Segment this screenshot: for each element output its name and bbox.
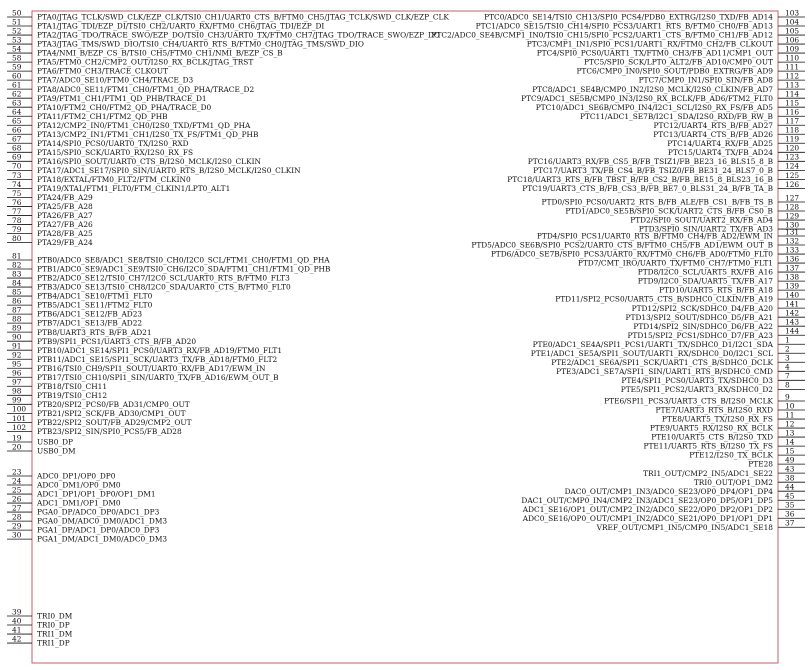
pin-number: 41	[12, 625, 22, 635]
pin-label: PTA26/FB_A27	[37, 211, 93, 221]
pin-number: 58	[12, 53, 22, 63]
pin-label: PTB9/SPI1_PCS1/UART3_CTS_B/FB_AD20	[37, 336, 197, 346]
pin-number: 40	[12, 616, 22, 626]
pin-number: 139	[785, 281, 800, 291]
pin-label: PTE11/UART5_RTS_B/I2S0_TX_FS	[643, 441, 773, 451]
pin-number: 92	[12, 350, 22, 360]
pin-number: 104	[785, 17, 800, 27]
pin-label: PTD8/I2C0_SCL/UART5_RX/FB_A16	[637, 267, 773, 277]
pin-label: ADC0_DP1/OP0_DP0	[37, 471, 116, 481]
pin-label: PTB4/ADC1_SE10/FTM1_FLT0	[37, 291, 153, 301]
pin-number: 95	[12, 359, 22, 369]
pin-label: PTA12/CMP2_IN0/FTM1_CH0/I2S0_TXD/FTM1_QD_PHA	[37, 120, 251, 130]
pin-label: PTC4/SPI0_PCS0/UART1_TX/FTM0_CH3/FB_AD11/CMP1_OUT	[536, 48, 773, 58]
pin-label: PTC0/ADC0_SE14/TSI0_CH13/SPI0_PCS4/PDB0_EXTRG/I2S0_TXD/FB_AD14	[484, 12, 773, 22]
pin-label: PTD6/ADC0_SE7B/SPI0_PCS3/UART0_RX/FTM0_CH6/FB_AD0/FTM0_FLT0	[490, 249, 773, 259]
pin-number: 106	[785, 35, 800, 45]
pin-label: PTC19/UART3_CTS_B/FB_CS3_B/FB_BE7_0_BLS31_24_B/FB_TA_B	[522, 183, 773, 193]
pin-label: PGA1_DP/ADC1_DP0/ADC0_DP3	[37, 525, 160, 535]
pin-number: 14	[785, 437, 795, 447]
pin-label: PTB23/SPI2_SIN/SPI0_PCS5/FB_AD28	[37, 426, 182, 436]
pin-label: PTB3/ADC0_SE13/TSI0_CH8/I2C0_SDA/UART0_CTS_B/FTM0_FLT0	[37, 282, 291, 292]
pin-number: 117	[785, 116, 800, 126]
pin-number: 62	[12, 89, 22, 99]
pin-number: 114	[785, 89, 800, 99]
pin-label: PTA10/FTM2_CH0/FTM2_QD_PHA/TRACE_D0	[37, 102, 212, 112]
pin-number: 96	[12, 368, 22, 378]
pin-number: 7	[785, 371, 790, 381]
pin-number: 125	[785, 170, 800, 180]
pin-label: PTE28	[748, 459, 773, 469]
pin-label: PTC14/UART4_RX/FB_AD25	[667, 138, 773, 148]
pin-number: 142	[785, 308, 800, 318]
pin-number: 63	[12, 98, 22, 108]
pin-number: 36	[785, 509, 795, 519]
pin-number: 75	[12, 188, 22, 198]
pin-label: PTA9/FTM1_CH1/FTM1_QD_PHB/TRACE_D1	[37, 93, 207, 103]
pin-label: PTC1/ADC0_SE15/TSI0_CH14/SPI0_PCS3/UART1_RTS_B/FTM0_CH0/FB_AD13	[475, 21, 773, 31]
pin-number: 52	[12, 26, 22, 36]
pin-label: PTA11/FTM2_CH1/FTM2_QD_PHB	[37, 111, 168, 121]
pin-label: PTD3/SPI0_SIN/UART2_TX/FB_AD3	[638, 224, 773, 234]
pin-number: 101	[12, 413, 27, 423]
pin-number: 90	[12, 332, 22, 342]
pin-number: 11	[785, 410, 795, 420]
pin-number: 144	[785, 326, 800, 336]
pin-number: 19	[12, 433, 22, 443]
pin-label: PTD2/SPI0_SOUT/UART2_RX/FB_AD4	[630, 215, 773, 225]
pin-label: TRI0_DM	[37, 611, 73, 621]
pin-number: 100	[12, 404, 27, 414]
pin-number: 44	[785, 482, 795, 492]
pin-label: DAC1_OUT/CMP0_IN4/CMP2_IN3/ADC1_SE23/OP0_DP5/OP1_DP5	[521, 495, 773, 505]
pin-label: PTB19/TSI0_CH12	[37, 390, 108, 400]
pin-label: PTB22/SPI2_SOUT/FB_AD29/CMP2_OUT	[37, 417, 192, 427]
pin-label: PTA24/FB_A29	[37, 193, 93, 202]
pin-label: PTA5/FTM0_CH2/CMP2_OUT/I2S0_RX_BCLK/JTAG_TRST	[37, 57, 254, 67]
pin-number: 133	[785, 245, 800, 255]
pin-number: 88	[12, 314, 22, 324]
pin-number: 124	[785, 161, 800, 171]
pin-number: 89	[12, 323, 22, 333]
pin-label: PTA17/ADC1_SE17/SPI0_SIN/UART0_RTS_B/I2S0_MCLK/I2S0_CLKIN	[37, 165, 301, 175]
pin-number: 143	[785, 317, 800, 327]
pin-label: PTA14/SPI0_PCS0/UART0_TX/I2S0_RXD	[37, 138, 189, 148]
pin-number: 4	[785, 362, 790, 372]
pin-label: PTD11/SPI2_PCS0/UART5_CTS_B/SDHC0_CLKIN/FB_A19	[555, 294, 773, 304]
pin-number: 38	[785, 473, 795, 483]
pin-number: 27	[12, 503, 22, 513]
pin-label: PTB7/ADC1_SE13/FB_AD22	[37, 318, 143, 328]
pin-label: PTC12/UART4_RTS_B/FB_AD27	[653, 120, 773, 130]
pin-label: PTA18/EXTAL/FTM0_FLT2/FTM_CLKIN0	[37, 174, 191, 184]
pin-label: VREF_OUT/CMP1_IN5/CMP0_IN5/ADC1_SE18	[596, 522, 773, 532]
pin-number: 79	[12, 224, 22, 234]
pin-label: PTD1/ADC0_SE5B/SPI0_SCK/UART2_CTS_B/FB_CS0_B	[565, 206, 773, 216]
pin-label: PTA0/JTAG_TCLK/SWD_CLK/EZP_CLK/TSI0_CH1/UART0_CTS_B/FTM0_CH5/JTAG_TCLK/SWD_CLK/EZP_CLK	[37, 12, 449, 22]
pin-label: TRI1_DM	[37, 629, 73, 639]
pin-number: 74	[12, 179, 22, 189]
pin-label: PTE9/UART5_RX/I2S0_RX_BCLK	[649, 423, 773, 433]
pin-number: 26	[12, 494, 22, 504]
pin-label: PTC3/CMP1_IN1/SPI0_PCS1/UART1_RX/FTM0_CH2/FB_CLKOUT	[526, 39, 773, 49]
pin-label: PTB21/SPI2_SCK/FB_AD30/CMP1_OUT	[37, 408, 186, 418]
pin-number: 127	[785, 193, 800, 203]
pin-number: 102	[12, 422, 27, 432]
pin-label: PTD7/CMT_IRO/UART0_TX/FTM0_CH7/FTM0_FLT1	[577, 258, 773, 268]
pin-label: PTB2/ADC0_SE12/TSI0_CH7/I2C0_SCL/UART0_RTS_B/FTM0_FLT3	[37, 273, 290, 283]
pin-label: PTD12/SPI2_SCK/SDHC0_D4/FB_A20	[631, 303, 773, 313]
pin-number: 116	[785, 107, 800, 117]
pin-number: 98	[12, 386, 22, 396]
pin-number: 12	[785, 419, 795, 429]
pin-label: PTA16/SPI0_SOUT/UART0_CTS_B/I2S0_MCLK/I2S0_CLKIN	[37, 156, 261, 166]
pin-number: 137	[785, 263, 800, 273]
pin-number: 45	[785, 491, 795, 501]
pin-label: PTB8/UART3_RTS_B/FB_AD21	[37, 327, 152, 337]
pin-number: 50	[12, 8, 22, 18]
pin-number: 130	[785, 220, 800, 230]
pin-label: PTA19/XTAL/FTM1_FLT0/FTM_CLKIN1/LPT0_ALT1	[37, 183, 231, 193]
pin-label: PTC7/CMP0_IN1/SPI0_SIN/FB_AD8	[638, 75, 773, 85]
pin-label: PTD5/ADC0_SE6B/SPI0_PCS2/UART0_CTS_B/FTM0_CH5/FB_AD1/EWM_OUT_B	[471, 240, 773, 250]
pin-label: PTA27/FB_A26	[37, 220, 93, 230]
pin-label: PTD10/UART5_RTS_B/FB_A18	[659, 285, 773, 295]
pin-label: PTC18/UART3_RTS_B/FB_TBST_B/FB_CS2_B/FB_BE15_8_BLS23_16_B	[507, 174, 773, 184]
pin-label: PTD9/I2C0_SDA/UART5_TX/FB_A17	[637, 276, 773, 286]
pin-label: TRI0_OUT/OP1_DM2	[693, 477, 773, 487]
pin-number: 64	[12, 107, 22, 117]
pin-number: 120	[785, 143, 800, 153]
pin-number: 105	[785, 26, 800, 36]
left-pin	[7, 8, 449, 21]
pin-number: 138	[785, 272, 800, 282]
pin-number: 110	[785, 53, 800, 63]
pin-number: 43	[785, 464, 795, 474]
pin-label: PTA4/NMI_B/EZP_CS_B/TSI0_CH5/FTM0_CH1/NMI_B/EZP_CS_B	[37, 48, 283, 58]
pin-number: 69	[12, 152, 22, 162]
pin-label: PTA13/CMP2_IN1/FTM1_CH1/I2S0_TX_FS/FTM1_QD_PHB	[37, 129, 259, 139]
pin-label: PTA8/ADC0_SE11/FTM1_CH0/FTM1_QD_PHA/TRACE_D2	[37, 84, 255, 94]
pin-label: PTE2/ADC1_SE6A/SPI1_SCK/UART1_CTS_B/SDHC0_DCLK	[551, 357, 773, 367]
pin-number: 9	[785, 392, 790, 402]
pin-label: PTC13/UART4_CTS_B/FB_AD26	[653, 129, 773, 139]
pin-number: 97	[12, 377, 22, 387]
pin-label: PTC8/ADC1_SE4B/CMP0_IN2/I2S0_MCLK/I2S0_CLKIN/FB_AD7	[532, 84, 773, 94]
pin-number: 129	[785, 211, 800, 221]
pin-label: PTA1/JTAG_TDI/EZP_DI/TSI0_CH2/UART0_RX/FTM0_CH6/JTAG_TDI/EZP_DI	[37, 21, 325, 31]
pin-number: 119	[785, 134, 800, 144]
pin-number: 126	[785, 179, 800, 189]
pin-label: PTC2/ADC0_SE4B/CMP1_IN0/TSI0_CH15/SPI0_PCS2/UART1_CTS_B/FTM0_CH1/FB_AD12	[431, 30, 773, 40]
pin-label: PTC15/UART4_TX/FB_AD24	[667, 147, 773, 157]
pin-label: TRI0_DP	[37, 620, 70, 630]
pin-number: 70	[12, 161, 22, 171]
pin-number: 61	[12, 80, 22, 90]
pin-label: PGA0_DM/ADC0_DM0/ADC1_DM3	[37, 516, 168, 526]
pin-label: PTB10/ADC1_SE14/SPI1_PCS0/UART3_RX/FB_AD19/FTM0_FLT1	[37, 345, 283, 355]
pin-number: 30	[12, 530, 22, 540]
pin-number: 25	[12, 485, 22, 495]
pin-label: PTC10/ADC1_SE6B/CMP0_IN4/I2C1_SCL/I2S0_RX_FS/FB_AD5	[535, 102, 773, 112]
pin-number: 118	[785, 125, 800, 135]
pin-number: 99	[12, 395, 22, 405]
pin-number: 78	[12, 215, 22, 225]
pin-number: 49	[785, 455, 795, 465]
pin-number: 128	[785, 202, 800, 212]
pin-number: 83	[12, 269, 22, 279]
pin-label: PGA0_DP/ADC0_DP0/ADC1_DP3	[37, 507, 160, 517]
pin-number: 65	[12, 116, 22, 126]
pin-number: 13	[785, 428, 795, 438]
pin-label: PTC9/ADC1_SE5B/CMP0_IN3/I2S0_RX_BCLK/FB_AD6/FTM2_FLT0	[521, 93, 773, 103]
pin-number: 123	[785, 152, 800, 162]
pin-number: 20	[12, 442, 22, 452]
pin-label: TRI1_DP	[37, 638, 70, 648]
pin-number: 54	[12, 44, 22, 54]
pin-number: 113	[785, 80, 800, 90]
pin-number: 77	[12, 206, 22, 216]
pin-label: PTA7/ADC0_SE10/FTM0_CH4/TRACE_D3	[37, 75, 194, 85]
pin-label: PTD0/SPI0_PCS0/UART2_RTS_B/FB_ALE/FB_CS1_B/FB_TS_B	[541, 197, 773, 207]
pin-label: PTB6/ADC1_SE12/FB_AD23	[37, 309, 143, 319]
pin-label: PTA15/SPI0_SCK/UART0_RX/I2S0_RX_FS	[37, 147, 194, 157]
pin-label: PTC5/SPI0_SCK/LPT0_ALT2/FB_AD10/CMP0_OUT	[583, 57, 773, 67]
pin-number: 140	[785, 290, 800, 300]
pin-number: 68	[12, 143, 22, 153]
pin-label: PTB20/SPI2_PCS0/FB_AD31/CMP0_OUT	[37, 399, 190, 409]
pin-number: 91	[12, 341, 22, 351]
pin-label: PTE6/SPI1_PCS3/UART3_CTS_B/I2S0_MCLK	[604, 396, 773, 406]
pin-number: 84	[12, 278, 22, 288]
pin-label: PTC17/UART3_TX/FB_CS4_B/FB_TSIZ0/FB_BE31_24_BLS7_0_B	[533, 165, 773, 175]
pin-number: 85	[12, 287, 22, 297]
pin-label: ADC0_SE16/OP0_OUT/CMP1_IN2/ADC0_SE21/OP0_DP1/OP1_DP1	[522, 513, 773, 523]
pin-label: PTA29/FB_A24	[37, 238, 93, 248]
pin-label: PTC11/ADC1_SE7B/I2C1_SDA/I2S0_RXD/FB_RW_B	[579, 111, 773, 121]
pin-label: PTE12/I2S0_TX_BCLK	[689, 450, 773, 460]
pin-number: 35	[785, 500, 795, 510]
pin-label: PTD13/SPI2_SOUT/SDHC0_D5/FB_A21	[625, 312, 773, 322]
pin-number: 66	[12, 125, 22, 135]
pin-number: 60	[12, 71, 22, 81]
pin-number: 10	[785, 401, 795, 411]
pin-number: 29	[12, 521, 22, 531]
pin-label: PTD15/SPI2_PCS1/SDHC0_D7/FB_A23	[627, 330, 773, 340]
pin-number: 81	[12, 251, 22, 261]
pin-label: TRI1_OUT/CMP2_IN5/ADC1_SE22	[643, 468, 773, 478]
pin-label: PTE4/SPI1_PCS0/UART3_TX/SDHC0_D3	[621, 375, 773, 385]
pin-number: 23	[12, 467, 22, 477]
pin-label: PTA28/FB_A25	[37, 229, 93, 239]
pin-label: PTB17/TSI0_CH10/SPI1_SIN/UART0_TX/FB_AD16/EWM_OUT_B	[37, 372, 279, 382]
pin-number: 76	[12, 197, 22, 207]
pin-label: PTB1/ADC0_SE9/ADC1_SE9/TSI0_CH6/I2C0_SDA/FTM1_CH1/FTM1_QD_PHB	[37, 264, 331, 274]
pin-number: 80	[12, 233, 22, 243]
pin-label: DAC0_OUT/CMP1_IN3/ADC0_SE23/OP0_DP4/OP1_DP4	[564, 486, 773, 496]
pin-label: PTE7/UART3_RTS_B/I2S0_RXD	[655, 405, 773, 415]
pin-number: 109	[785, 44, 800, 54]
pin-number: 131	[785, 227, 800, 237]
pin-label: PTE5/SPI1_PCS2/UART3_RX/SDHC0_D2	[620, 384, 773, 394]
pin-label: PTB18/TSI0_CH11	[37, 381, 108, 391]
pin-number: 111	[785, 62, 800, 72]
pin-label: USB0_DP	[37, 437, 74, 447]
pin-number: 82	[12, 260, 22, 270]
pin-label: USB0_DM	[37, 446, 76, 456]
pin-number: 73	[12, 170, 22, 180]
pin-label: PTE10/UART5_CTS_B/I2S0_TXD	[651, 432, 773, 442]
pin-number: 3	[785, 353, 790, 363]
pin-number: 141	[785, 299, 800, 309]
pin-number: 112	[785, 71, 800, 81]
pin-label: PTE1/ADC1_SE5A/SPI1_SOUT/UART1_RX/SDHC0_D0/I2C1_SCL	[530, 348, 773, 358]
pin-label: PTB11/ADC1_SE15/SPI1_SCK/UART3_TX/FB_AD18/FTM0_FLT2	[37, 354, 278, 364]
pin-number: 136	[785, 254, 800, 264]
pin-number: 103	[785, 8, 800, 18]
right-pin	[484, 8, 805, 21]
pin-number: 87	[12, 305, 22, 315]
pin-label: ADC1_SE16/OP1_OUT/CMP2_IN2/ADC0_SE22/OP0_DP2/OP1_DP2	[522, 504, 773, 514]
pin-label: PTE3/ADC1_SE7A/SPI1_SIN/UART1_RTS_B/SDHC0_CMD	[556, 366, 773, 376]
pin-label: ADC0_DM1/OP0_DM0	[37, 480, 121, 490]
pin-number: 51	[12, 17, 22, 27]
pin-number: 67	[12, 134, 22, 144]
pin-number: 37	[785, 518, 795, 528]
pin-number: 8	[785, 380, 790, 390]
pin-number: 59	[12, 62, 22, 72]
pin-label: PTE0/ADC1_SE4A/SPI1_PCS1/UART1_TX/SDHC0_D1/I2C1_SDA	[532, 339, 773, 349]
pin-label: PTA6/FTM0_CH3/TRACE_CLKOUT	[37, 66, 169, 76]
pin-number: 1	[785, 335, 790, 345]
pin-label: PTC6/CMP0_IN0/SPI0_SOUT/PDB0_EXTRG/FB_AD9	[576, 66, 773, 76]
pin-label: ADC1_DP1/OP1_DP0/OP1_DM1	[37, 489, 156, 499]
pin-number: 28	[12, 512, 22, 522]
pin-number: 39	[12, 607, 22, 617]
pin-label: PTB16/TSI0_CH9/SPI1_SOUT/UART0_RX/FB_AD17/EWM_IN	[37, 363, 266, 373]
pin-label: PTB5/ADC1_SE11/FTM2_FLT0	[37, 300, 153, 310]
pin-number: 132	[785, 236, 800, 246]
pin-label: PTB0/ADC0_SE8/ADC1_SE8/TSI0_CH0/I2C0_SCL/FTM1_CH0/FTM1_QD_PHA	[37, 255, 330, 265]
pin-label: PTC16/UART3_RX/FB_CS5_B/FB_TSIZ1/FB_BE23_16_BLS15_8_B	[527, 156, 773, 166]
pin-number: 86	[12, 296, 22, 306]
pin-label: PTA3/JTAG_TMS/SWD_DIO/TSI0_CH4/UART0_RTS_B/FTM0_CH0/JTAG_TMS/SWD_DIO	[37, 39, 364, 49]
pin-number: 24	[12, 476, 22, 486]
pin-number: 53	[12, 35, 22, 45]
pin-label: PTA25/FB_A28	[37, 202, 93, 212]
pin-label: PTD4/SPI0_PCS1/UART0_RTS_B/FTM0_CH4/FB_AD2/EWM_IN	[536, 231, 773, 241]
pin-label: ADC1_DM1/OP1_DM0	[37, 498, 121, 508]
pin-number: 2	[785, 344, 790, 354]
pin-label: PTA2/JTAG_TDO/TRACE_SWO/EZP_DO/TSI0_CH3/UART0_TX/FTM0_CH7/JTAG_TDO/TRACE_SWO/EZP_DO	[37, 30, 440, 40]
pin-number: 15	[785, 446, 795, 456]
pin-number: 42	[12, 634, 22, 644]
pin-number: 115	[785, 98, 800, 108]
pin-label: PGA1_DM/ADC1_DM0/ADC0_DM3	[37, 534, 168, 544]
pin-label: PTE8/UART5_TX/I2S0_RX_FS	[661, 414, 773, 424]
pin-label: PTD14/SPI2_SIN/SDHC0_D6/FB_A22	[633, 321, 773, 331]
